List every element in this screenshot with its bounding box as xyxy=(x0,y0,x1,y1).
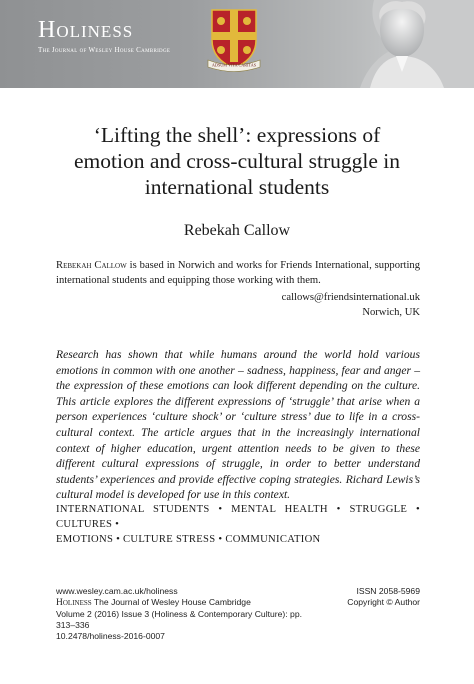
author-bio-text: is based in Norwich and works for Friends International, supporting international students and equipping those working with them. xyxy=(56,260,420,286)
footer-journal-rest: The Journal of Wesley House Cambridge xyxy=(91,597,251,607)
article-author: Rebekah Callow xyxy=(183,222,291,239)
footer-issue: Volume 2 (2016) Issue 3 (Holiness & Contemporary Culture): pp. 313–336 xyxy=(56,609,302,630)
article-keywords xyxy=(56,502,420,547)
author-contact xyxy=(56,290,420,320)
wesley-bust-portrait-icon xyxy=(340,0,474,88)
keywords-line: EMOTIONS • CULTURE STRESS • COMMUNICATION xyxy=(56,534,321,545)
journal-url-link[interactable]: www.wesley.cam.ac.uk/holiness xyxy=(56,586,178,596)
author-bio-name: Rebekah Callow xyxy=(56,260,127,271)
article-title-line: emotion and cross-cultural struggle in xyxy=(73,149,400,173)
footer-issn: ISSN 2058-5969 xyxy=(356,586,420,596)
footer-journal-name: Holiness xyxy=(56,598,92,608)
footer-citation xyxy=(56,586,316,642)
journal-header-band xyxy=(0,0,474,88)
author-email-link[interactable]: callows@friendsinternational.uk xyxy=(281,292,420,303)
article-abstract: Research has shown that while humans around the world hold various emotions in common with one another – sadness, happiness, fear and anger – the expression of these emotions can look different depending on the culture. This article explores the different expressions of ‘struggle’ that arise when a person experiences ‘culture shock’ or ‘culture stress’ due to life in a cross-cultural context. The article argues that in the increasingly international context of higher education, urgent attention needs to be given to these different cultural expressions of struggle, in order to better understand students’ experiences and provide effective coping strategies. Richard Lewis’s cultural model is developed for use in this context. xyxy=(56,348,420,502)
journal-masthead xyxy=(38,18,170,54)
footer-rights xyxy=(320,586,420,608)
journal-subtitle: The Journal of Wesley House Cambridge xyxy=(38,46,171,54)
footer-doi: 10.2478/holiness-2016-0007 xyxy=(56,631,165,641)
author-location: Norwich, UK xyxy=(362,307,420,318)
college-crest-icon xyxy=(206,6,262,72)
crest-motto: ADSUM VITA CARITAS xyxy=(211,62,257,68)
journal-title: Holiness xyxy=(38,17,134,43)
author-bio xyxy=(56,258,420,288)
footer-journal xyxy=(56,597,316,609)
article-title-line: ‘Lifting the shell’: expressions of xyxy=(93,123,381,147)
article-title-line: international students xyxy=(144,175,330,199)
footer-copyright: Copyright © Author xyxy=(347,597,420,607)
keywords-line: INTERNATIONAL STUDENTS • MENTAL HEALTH • STRUGGLE • CULTURES • xyxy=(56,504,420,530)
article-title xyxy=(40,122,434,200)
